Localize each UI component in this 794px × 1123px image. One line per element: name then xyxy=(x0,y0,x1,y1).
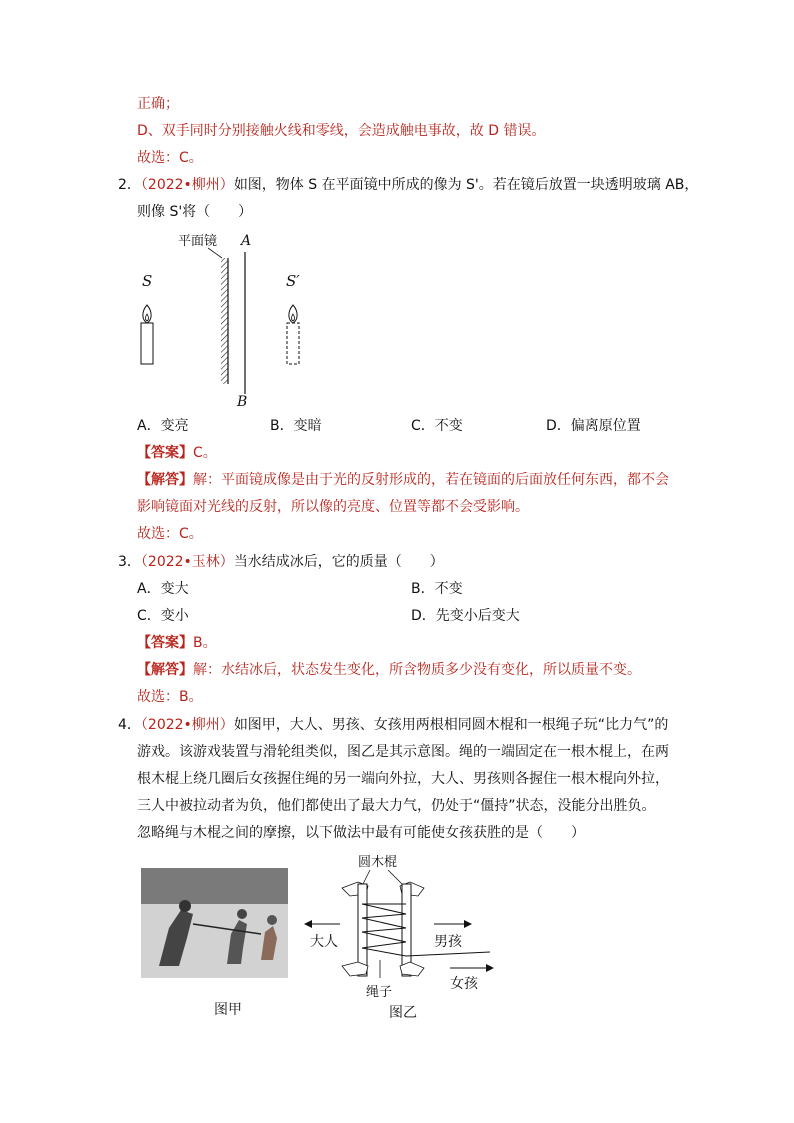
q2-option-a: A．变亮 xyxy=(137,418,189,434)
q3-option-b: B．不变 xyxy=(411,581,463,597)
rope-wind-4 xyxy=(362,918,406,928)
q2-answer-value: C。 xyxy=(193,445,217,461)
q2-analysis-text1: 解：平面镜成像是由于光的反射形成的，若在镜面的后面放任何东西，都不会 xyxy=(193,472,669,488)
rope-wind-8 xyxy=(362,948,406,956)
q2-result: 故选：C。 xyxy=(137,526,203,542)
mirror-label: 平面镜 xyxy=(178,234,218,249)
prev-result: 故选：C。 xyxy=(137,150,203,166)
q3-option-a: A．变大 xyxy=(137,581,189,597)
q3-source: （2022•玉林） xyxy=(140,554,234,570)
hand-bottom-left-icon xyxy=(342,962,368,976)
q4-stem-line1 xyxy=(118,715,668,735)
photo-trees xyxy=(141,868,288,904)
q2-analysis-line1 xyxy=(137,470,669,490)
q3-analysis-tag: 【解答】 xyxy=(137,662,193,678)
q3-answer-value: B。 xyxy=(193,635,217,651)
q2-number: 2． xyxy=(118,177,141,193)
prev-correct-text: 正确； xyxy=(137,96,179,112)
candle-image-icon xyxy=(287,323,299,364)
q3-option-c: C．变小 xyxy=(137,608,189,624)
q2-answer-tag: 【答案】 xyxy=(137,445,193,461)
q2-option-d: D．偏离原位置 xyxy=(546,418,641,434)
label-b: B xyxy=(237,394,248,410)
image-inner-flame xyxy=(292,314,295,321)
rope-wind-5 xyxy=(362,928,406,932)
caption-figure-a: 图甲 xyxy=(214,1002,242,1018)
label-s: S xyxy=(142,272,153,290)
q4-stem-text1: 如图甲，大人、男孩、女孩用两根相同圆木棍和一根绳子玩“比力气”的 xyxy=(233,717,669,733)
prev-explanation-d: D、双手同时分别接触火线和零线，会造成触电事故，故 D 错误。 xyxy=(137,123,546,139)
label-a: A xyxy=(241,233,252,249)
q2-stem-text1: 如图，物体 S 在平面镜中所成的像为 S'。若在镜后放置一块透明玻璃 AB， xyxy=(233,177,699,193)
q4-photo-figure-a xyxy=(141,868,288,978)
boy-arrow-head-icon xyxy=(464,920,472,928)
q3-stem-text: 当水结成冰后，它的质量（ ） xyxy=(233,554,444,570)
q4-source: （2022•柳州） xyxy=(140,717,234,733)
plane-mirror-hatch xyxy=(221,258,228,384)
q2-analysis-line2: 影响镜面对光线的反射，所以像的亮度、位置等都不会受影响。 xyxy=(137,499,529,515)
girl-arrow-head-icon xyxy=(486,964,494,972)
q3-answer xyxy=(137,633,217,653)
q2-answer xyxy=(137,443,217,463)
q3-analysis-text: 解：水结冰后，状态发生变化，所含物质多少没有变化，所以质量不变。 xyxy=(193,662,641,678)
rope-wind-7 xyxy=(362,942,406,948)
photo-girl-head xyxy=(267,915,277,925)
q2-source: （2022•柳州） xyxy=(140,177,234,193)
q2-stem-line2: 则像 S'将（ ） xyxy=(137,204,253,220)
rope-wind-2 xyxy=(362,904,406,914)
rope-wind-6 xyxy=(362,932,406,942)
q3-number: 3． xyxy=(118,554,141,570)
q4-number: 4． xyxy=(118,717,141,733)
q4-stem-line2: 游戏。该游戏装置与滑轮组类似，图乙是其示意图。绳的一端固定在一根木棍上，在两 xyxy=(137,744,669,760)
label-s-prime: S′ xyxy=(286,272,300,290)
candle-s-icon xyxy=(141,323,153,364)
adult-arrow-head-icon xyxy=(304,920,312,928)
q2-option-c: C．不变 xyxy=(411,418,463,434)
label-boy: 男孩 xyxy=(434,934,462,950)
q4-stem-line3: 根木棍上绕几圈后女孩握住绳的另一端向外拉，大人、男孩则各握住一根木棍向外拉， xyxy=(137,771,669,787)
q3-answer-tag: 【答案】 xyxy=(137,635,193,651)
q2-stem-line1 xyxy=(118,175,698,195)
photo-boy-head xyxy=(237,909,247,919)
q3-result: 故选：B。 xyxy=(137,689,203,705)
label-girl: 女孩 xyxy=(450,976,478,992)
q2-figure xyxy=(130,228,310,412)
q4-schematic-figure-b xyxy=(300,848,510,1004)
q4-stem-line4: 三人中被拉动者为负，他们都使出了最大力气，仍处于“僵持”状态，没能分出胜负。 xyxy=(137,798,656,814)
rope-free-end xyxy=(406,952,490,956)
photo-adult-head xyxy=(179,900,191,912)
q2-option-b: B．变暗 xyxy=(270,418,322,434)
q2-analysis-tag: 【解答】 xyxy=(137,472,193,488)
rope-wind-3 xyxy=(362,914,406,918)
label-stick: 圆木棍 xyxy=(358,855,398,870)
candle-inner-flame xyxy=(146,314,149,321)
q3-option-d: D．先变小后变大 xyxy=(411,608,520,624)
label-rope: 绳子 xyxy=(366,985,393,1000)
caption-figure-b: 图乙 xyxy=(389,1005,417,1021)
q3-analysis-line xyxy=(137,660,641,680)
mirror-leader-line xyxy=(208,248,222,258)
q3-stem-line xyxy=(118,552,444,572)
label-adult: 大人 xyxy=(310,934,338,950)
q4-stem-line5: 忽略绳与木棍之间的摩擦，以下做法中最有可能使女孩获胜的是（ ） xyxy=(137,825,585,841)
